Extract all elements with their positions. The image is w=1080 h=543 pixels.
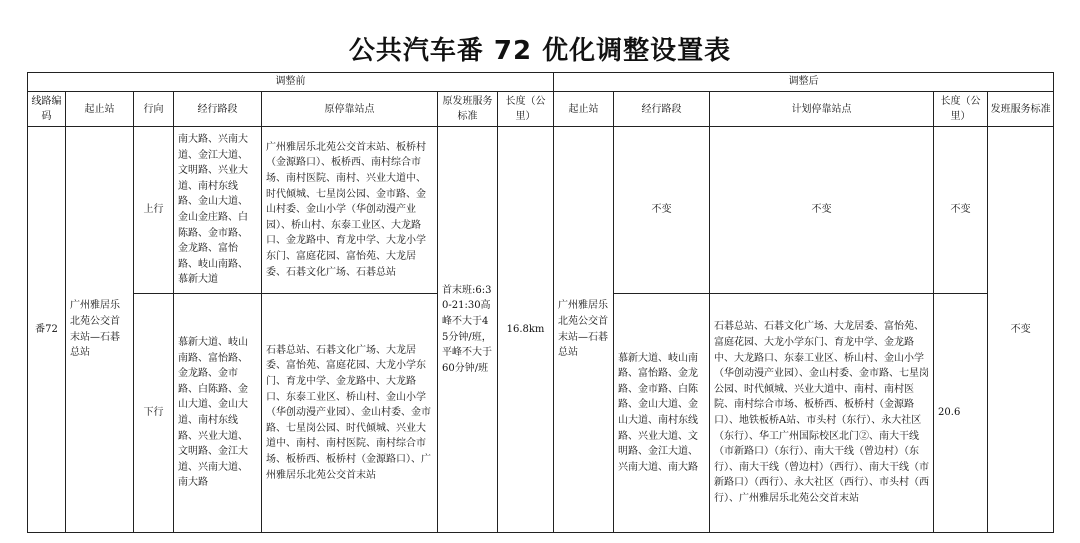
length-after-down-cell: 20.6 [934,294,988,533]
line-code-cell: 番72 [28,127,66,533]
header-terminal-before: 起止站 [66,92,134,127]
header-length-before: 长度（公里） [498,92,554,127]
stops-before-down-cell: 石碁总站、石碁文化广场、大龙居委、富怡苑、富庭花园、大龙小学东门、育龙中学、金龙路中、大龙路口、东泰工业区、桥山村、金山小学（华创动漫产业园）、金山村委、金市路、七星岗公园、时代倾城、兴业大道中、南村、南村医院、南村综合市场、板桥西、板桥村（金源路口）、广州雅居乐北苑公交首末站 [262,294,438,533]
header-stops-before: 原停靠站点 [262,92,438,127]
header-service-after: 发班服务标准 [988,92,1054,127]
header-length-after: 长度（公里） [934,92,988,127]
header-route-before: 经行路段 [174,92,262,127]
length-before-cell: 16.8km [498,127,554,533]
length-after-up-cell: 不变 [934,127,988,294]
header-direction: 行向 [134,92,174,127]
direction-down-cell: 下行 [134,294,174,533]
group-before: 调整前 [28,73,554,92]
route-after-down-cell: 慕新大道、岐山南路、富怡路、金龙路、金市路、白陈路、金山大道、金山大道、南村东线路、兴业大道、文明路、金江大道、兴南大道、南大路 [614,294,710,533]
route-after-up-cell: 不变 [614,127,710,294]
header-route-after: 经行路段 [614,92,710,127]
route-before-up-cell: 南大路、兴南大道、金江大道、文明路、兴业大道、南村东线路、金山大道、金山金庄路、白陈路、金市路、金龙路、富怡路、岐山南路、慕新大道 [174,127,262,294]
stops-after-down-cell: 石碁总站、石碁文化广场、大龙居委、富怡苑、富庭花园、大龙小学东门、育龙中学、金龙路中、大龙路口、东泰工业区、桥山村、金山小学（华创动漫产业园）、金山村委、金市路、七星岗公园、时代倾城、兴业大道中、南村、南村医院、南村综合市场、板桥西、板桥村（金源路口）、地铁板桥A站、市头村（东行）、永大社区（东行）、华工广州国际校区北门②、南大干线（市新路口）（东行）、南大干线（曾边村）（东行）、南大干线（曾边村）（西行）、南大干线（市新路口）（西行）、永大社区（西行）、市头村（西行）、广州雅居乐北苑公交首末站 [710,294,934,533]
adjustment-table [27,72,1054,533]
stops-before-up-cell: 广州雅居乐北苑公交首末站、板桥村（金源路口）、板桥西、南村综合市场、南村医院、南村、兴业大道中、时代倾城、七星岗公园、金市路、金山村委、金山小学（华创动漫产业园）、桥山村、东泰工业区、大龙路口、金龙路中、育龙中学、大龙小学东门、富庭花园、富怡苑、大龙居委、石碁文化广场、石碁总站 [262,127,438,294]
service-before-cell: 首末班:6:30-21:30高峰不大于45分钟/班，平峰不大于60分钟/班 [438,127,498,533]
group-after: 调整后 [554,73,1054,92]
table-row [28,127,1054,294]
page-title: 公共汽车番 72 优化调整设置表 [348,36,732,66]
header-line-code: 线路编码 [28,92,66,127]
service-after-cell: 不变 [988,127,1054,533]
header-terminal-after: 起止站 [554,92,614,127]
direction-up-cell: 上行 [134,127,174,294]
route-before-down-cell: 慕新大道、岐山南路、富怡路、金龙路、金市路、白陈路、金山大道、金山大道、南村东线路、兴业大道、文明路、金江大道、兴南大道、南大路 [174,294,262,533]
terminal-after-cell: 广州雅居乐北苑公交首末站—石碁总站 [554,127,614,533]
stops-after-up-cell: 不变 [710,127,934,294]
terminal-before-cell: 广州雅居乐北苑公交首末站—石碁总站 [66,127,134,533]
header-stops-after: 计划停靠站点 [710,92,934,127]
header-service-before: 原发班服务标准 [438,92,498,127]
